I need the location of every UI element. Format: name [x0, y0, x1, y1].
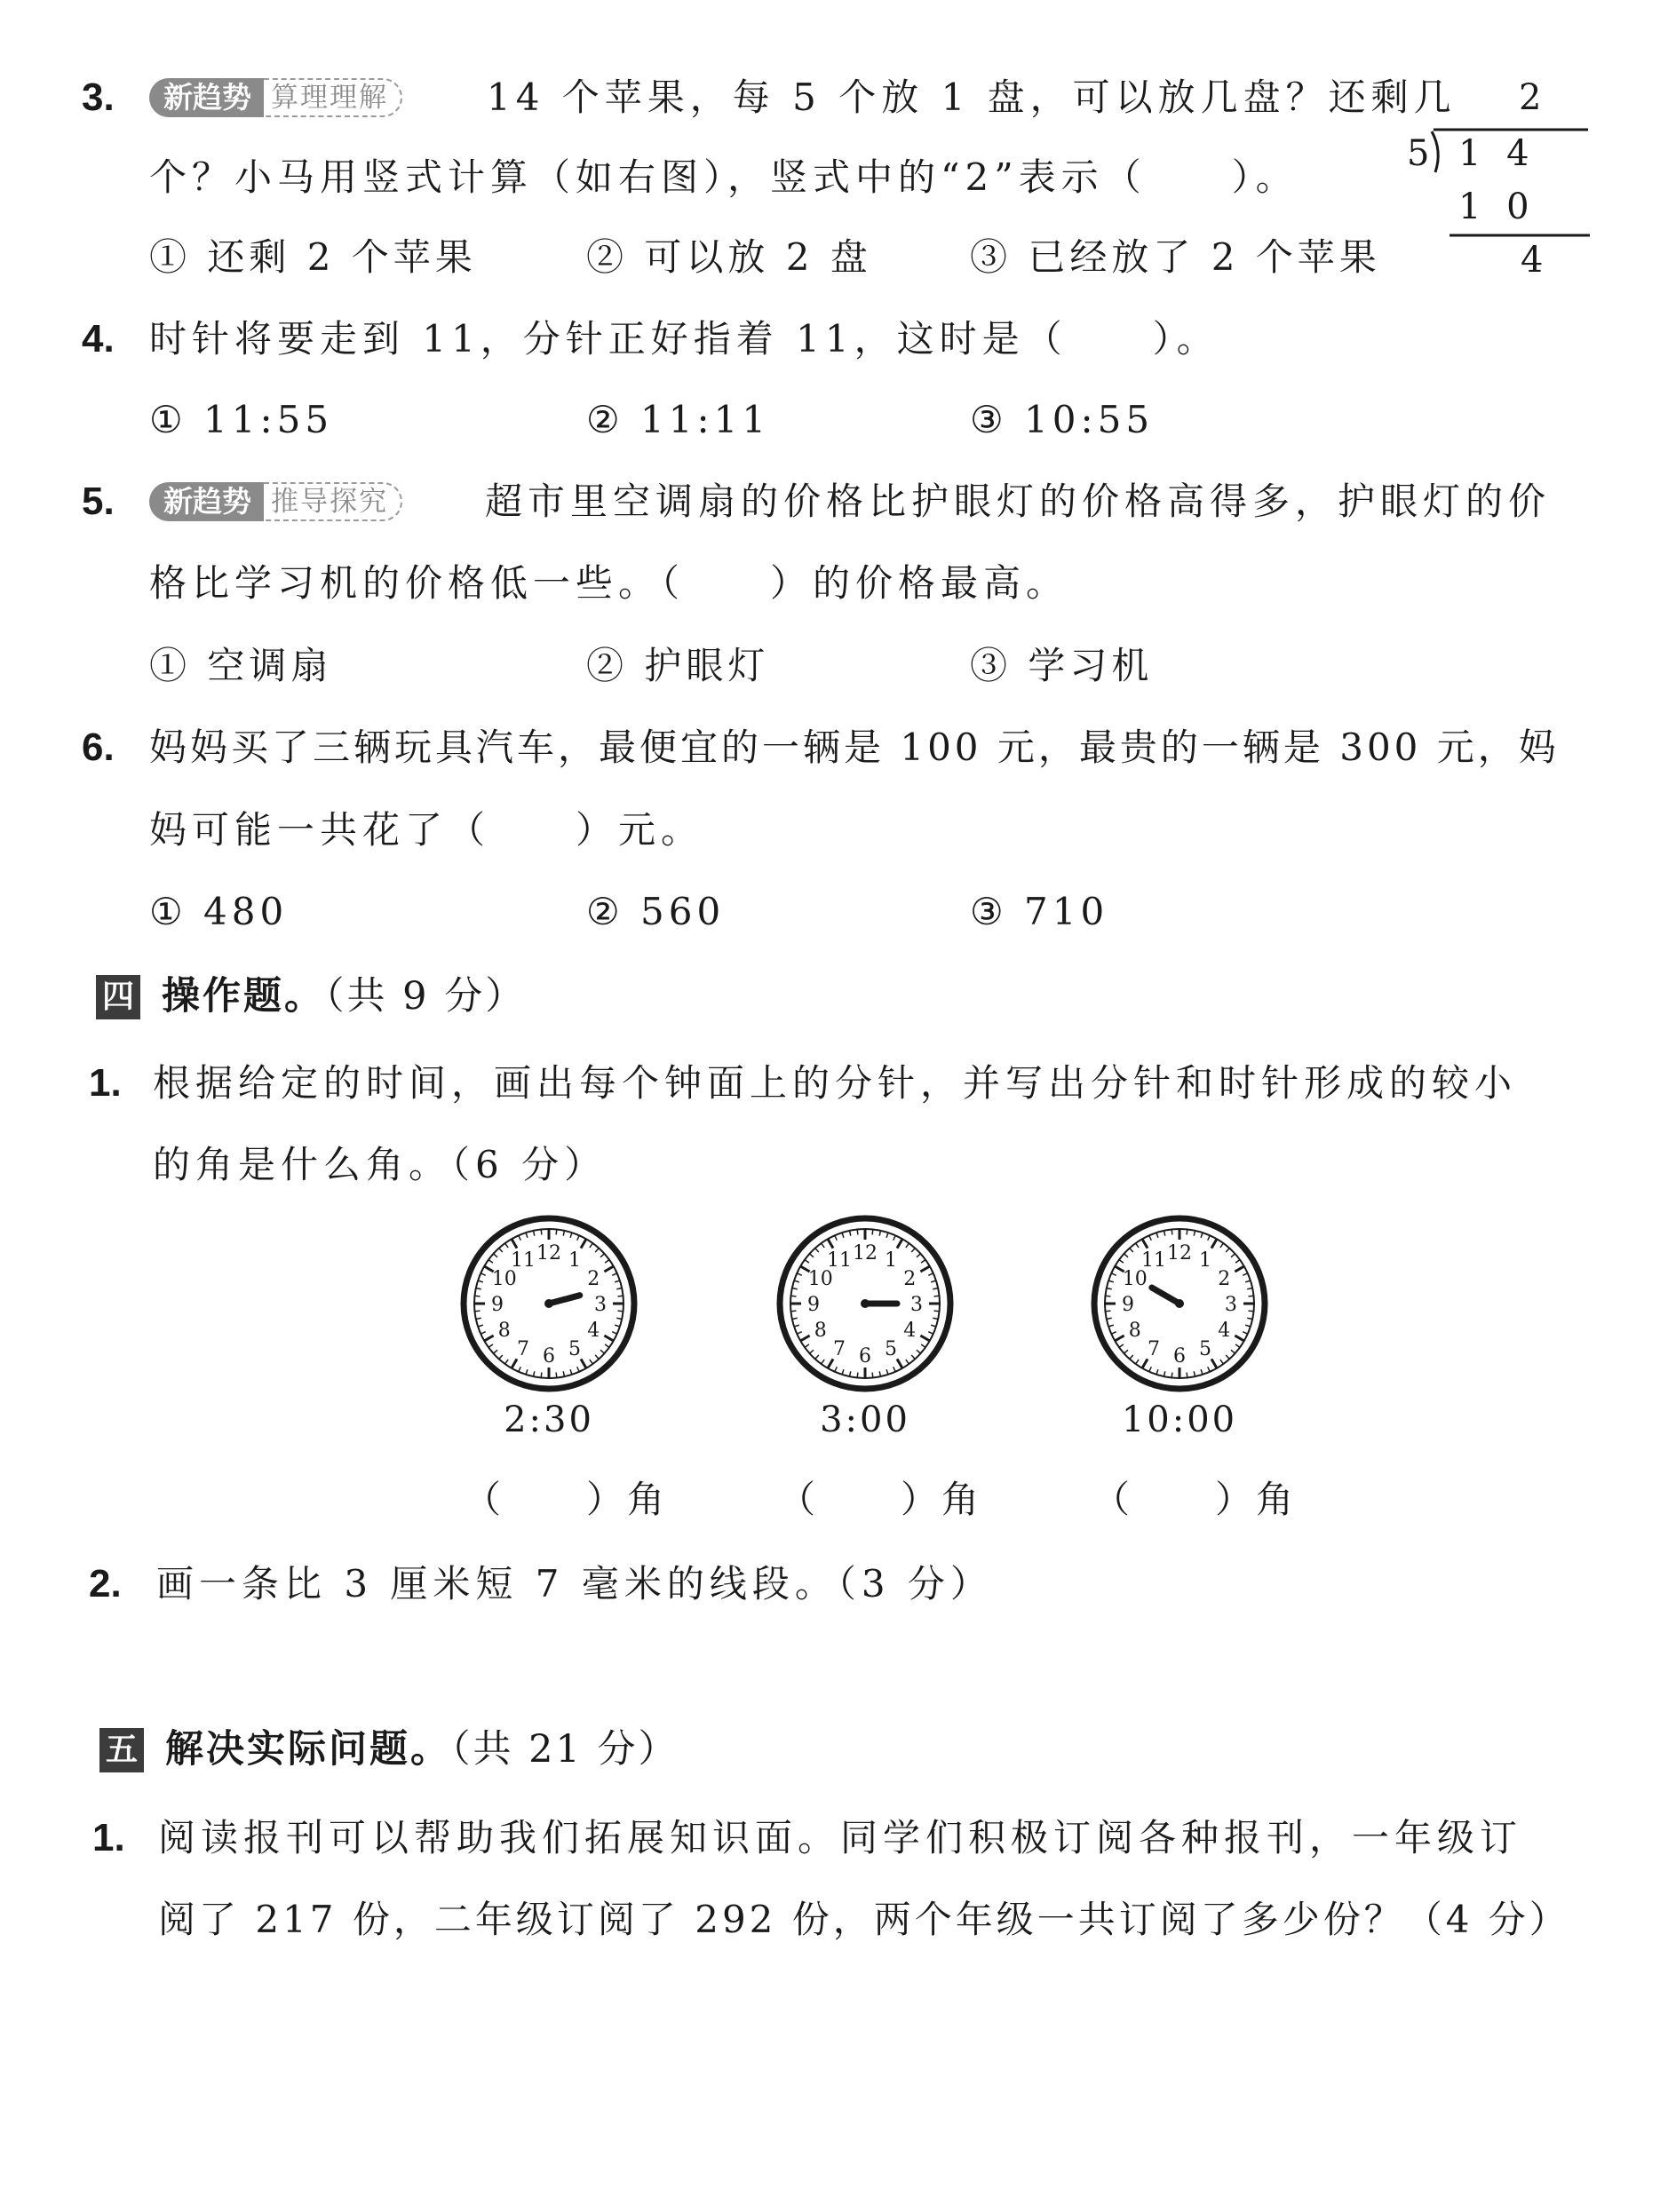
q4-option-2[interactable]: ② 11:11	[586, 398, 771, 441]
clock-tick	[556, 1229, 557, 1234]
clock-tick	[541, 1373, 542, 1378]
q6-option-2[interactable]: ② 560	[586, 890, 726, 933]
clock-numeral: 11	[827, 1249, 852, 1272]
q6-option-3[interactable]: ③ 710	[970, 890, 1109, 933]
q5-tag-main: 新趋势	[149, 482, 264, 521]
clock-center-pin	[1175, 1299, 1184, 1308]
s4-q1-text-line1: 根据给定的时间，画出每个钟面上的分针，并写出分针和时针形成的较小	[153, 1061, 1518, 1105]
clock-numeral: 12	[1167, 1242, 1192, 1265]
clock-numeral: 10	[807, 1268, 833, 1290]
clock-tick	[474, 1311, 480, 1312]
angle-answer-blank[interactable]: （ ）角	[464, 1478, 669, 1521]
section5-heading	[165, 1723, 679, 1776]
q5-trend-tag	[149, 482, 402, 521]
clock-numeral: 3	[1225, 1294, 1237, 1316]
q5-option-2[interactable]: ② 护眼灯	[586, 644, 770, 687]
q3-tag-sub: 算理理解	[264, 78, 402, 117]
clock-numeral: 5	[1199, 1338, 1211, 1361]
clock-tick	[934, 1311, 940, 1312]
q4-text-line1: 时针将要走到 11，分针正好指着 11，这时是（ ）。	[149, 317, 1219, 361]
clock-numeral: 10	[1122, 1268, 1148, 1290]
section4-title: 操作题。	[162, 974, 325, 1019]
clock-numeral: 5	[885, 1338, 897, 1361]
clock-numeral: 7	[517, 1338, 529, 1361]
clock-numeral: 1	[885, 1249, 897, 1272]
division-product: 1 0	[1458, 186, 1537, 227]
clock-numeral: 3	[594, 1294, 607, 1316]
clock-numeral: 6	[543, 1345, 555, 1368]
clock-numeral: 3	[910, 1294, 923, 1316]
clock-numeral: 2	[903, 1268, 917, 1290]
section4-badge: 四	[96, 975, 140, 1019]
clock-numeral: 5	[568, 1338, 581, 1361]
clock-numeral: 10	[491, 1268, 517, 1290]
clock-time-label: 2:30	[504, 1399, 594, 1440]
clock-numeral: 2	[587, 1268, 600, 1290]
q5-option-1[interactable]: ① 空调扇	[149, 644, 333, 687]
division-remainder: 4	[1521, 240, 1544, 281]
clock-numeral: 9	[1122, 1294, 1134, 1316]
clock-numeral: 7	[833, 1338, 846, 1361]
clock-time-label: 10:00	[1121, 1399, 1238, 1440]
s4-q2-text-line1: 画一条比 3 厘米短 7 毫米的线段。（3 分）	[156, 1562, 993, 1605]
q4-number: 4.	[82, 317, 115, 361]
clock-numeral: 11	[511, 1249, 536, 1272]
clock-tick	[872, 1229, 873, 1234]
clock-numeral: 6	[859, 1345, 871, 1368]
clock-numeral: 8	[814, 1320, 827, 1342]
q3-text-line1: 14 个苹果，每 5 个放 1 盘，可以放几盘？还剩几	[487, 75, 1457, 119]
clock-numeral: 12	[853, 1242, 878, 1265]
s4-q2-number: 2.	[89, 1562, 122, 1605]
clock-tick	[541, 1229, 542, 1234]
q6-number: 6.	[82, 725, 115, 769]
division-dividend: 1 4	[1458, 133, 1537, 174]
clock-numeral: 2	[1218, 1268, 1231, 1290]
division-quotient: 2	[1519, 77, 1542, 118]
section5-title: 解决实际问题。	[165, 1727, 451, 1772]
clock-tick	[556, 1373, 557, 1378]
clock-numeral: 7	[1148, 1338, 1160, 1361]
clock-numeral: 1	[1199, 1249, 1211, 1272]
q6-text-line1: 妈妈买了三辆玩具汽车，最便宜的一辆是 100 元，最贵的一辆是 300 元，妈	[149, 725, 1560, 769]
q3-option-2[interactable]: ② 可以放 2 盘	[586, 235, 872, 279]
q5-text-line2: 格比学习机的价格低一些。（ ）的价格最高。	[149, 561, 1069, 605]
clock-numeral: 11	[1141, 1249, 1166, 1272]
clock-center-pin	[544, 1299, 553, 1308]
q3-tag-main: 新趋势	[149, 78, 264, 117]
angle-answer-blank[interactable]: （ ）角	[1092, 1478, 1298, 1521]
q5-option-3[interactable]: ③ 学习机	[970, 644, 1154, 687]
q3-number: 3.	[82, 75, 115, 119]
s5-q1-text-line1: 阅读报刊可以帮助我们拓展知识面。同学们积极订阅各种报刊，一年级订	[158, 1816, 1523, 1859]
clock-numeral: 6	[1173, 1345, 1186, 1368]
q5-tag-sub: 推导探究	[264, 482, 402, 521]
clock-numeral: 8	[497, 1320, 511, 1342]
clock-tick	[857, 1373, 858, 1378]
q5-text-line1: 超市里空调扇的价格比护眼灯的价格高得多，护眼灯的价	[485, 480, 1552, 523]
clock-face	[1091, 1215, 1268, 1392]
clock-tick	[1105, 1311, 1110, 1312]
q3-option-1[interactable]: ① 还剩 2 个苹果	[149, 235, 477, 279]
clock-tick	[618, 1311, 623, 1312]
clock-numeral: 9	[491, 1294, 504, 1316]
clock-face	[776, 1215, 954, 1392]
s4-q1-number: 1.	[89, 1061, 122, 1105]
clock-tick	[790, 1311, 796, 1312]
clock-numeral: 9	[807, 1294, 820, 1316]
s5-q1-text-line2: 阅了 217 份，二年级订阅了 292 份，两个年级一共订阅了多少份？（4 分）	[158, 1898, 1570, 1941]
s4-q1-text-line2: 的角是什么角。（6 分）	[153, 1143, 608, 1186]
section5-score: （共 21 分）	[451, 1727, 679, 1772]
q5-number: 5.	[82, 480, 115, 523]
q3-trend-tag	[149, 78, 402, 117]
section4-heading	[162, 970, 526, 1023]
s5-q1-number: 1.	[92, 1816, 125, 1859]
clock-tick	[857, 1229, 858, 1234]
clock-center-pin	[861, 1299, 870, 1308]
clock-numeral: 8	[1128, 1320, 1141, 1342]
section4-score: （共 9 分）	[325, 974, 527, 1019]
clock-numeral: 12	[536, 1242, 561, 1265]
clock-numeral: 4	[1218, 1320, 1231, 1342]
q6-option-1[interactable]: ① 480	[149, 890, 289, 933]
q4-option-1[interactable]: ① 11:55	[149, 398, 334, 441]
division-subtract-line	[1450, 233, 1590, 238]
clock-tick	[1249, 1311, 1254, 1312]
clock-face	[460, 1215, 638, 1392]
clock-numeral: 4	[903, 1320, 917, 1342]
long-division-figure	[1394, 71, 1590, 284]
angle-answer-blank[interactable]: （ ）角	[778, 1478, 983, 1521]
q3-text-line2: 个？小马用竖式计算（如右图），竖式中的“2”表示（ ）。	[149, 155, 1299, 199]
clock-numeral: 1	[568, 1249, 581, 1272]
q3-option-3[interactable]: ③ 已经放了 2 个苹果	[970, 235, 1381, 279]
section5-badge: 五	[99, 1728, 144, 1772]
division-divisor: 5	[1407, 133, 1430, 174]
clock-tick	[872, 1373, 873, 1378]
q4-option-3[interactable]: ③ 10:55	[970, 398, 1155, 441]
clock-time-label: 3:00	[820, 1399, 910, 1440]
q6-text-line2: 妈可能一共花了（ ）元。	[149, 808, 704, 852]
clock-numeral: 4	[587, 1320, 600, 1342]
